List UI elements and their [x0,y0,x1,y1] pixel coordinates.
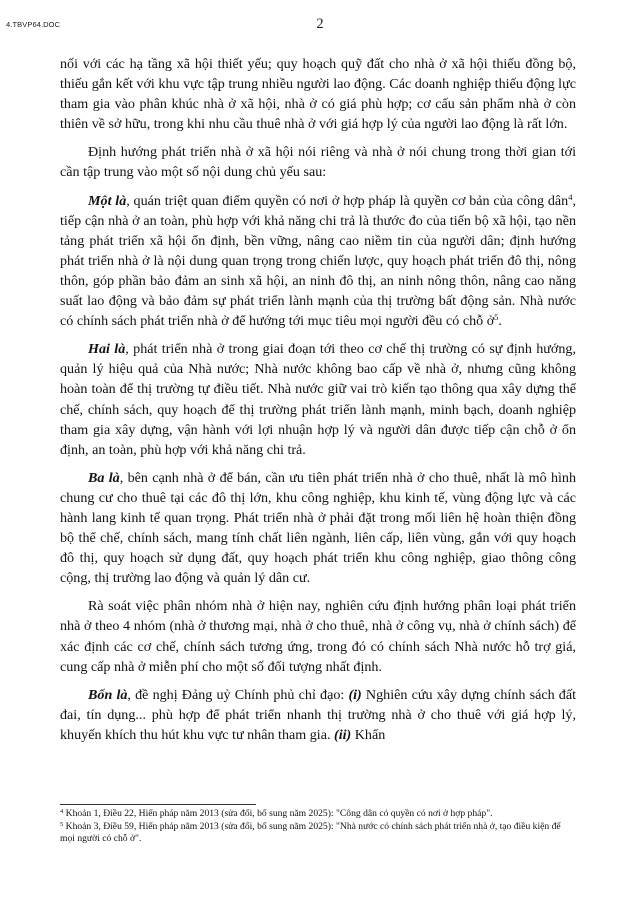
page-number: 2 [316,16,324,32]
footnote-number: 5 [60,820,64,828]
paragraph-3-text-c: . [498,313,502,330]
paragraph-3-text-b: , tiếp cận nhà ở an toàn, phù hợp với khả năng chi trả là thước đo của tiến bộ xã hội, tạo nền tảng phát triển xã hội ổn định, bền vững, nâng cao niềm tin của người dân; định hướng phát triển nhà ở là nội dung quan trọng trong chiến lược, quy hoạch phát triển đô thị, nông thôn, góp phần bảo đảm an sinh xã hội, an ninh đô thị, an ninh nông thôn, nâng cao năng suất lao động và bảo đảm sự phát triển lành mạnh của thị trường bất động sản. Nhà nước có chính sách phát triển nhà ở để hướng tới mục tiêu mọi người đều có chỗ ở [60,192,577,330]
lead-ba-la: Ba là [88,469,120,486]
footnote-divider [60,804,256,805]
lead-hai-la: Hai là [88,341,126,358]
paragraph-4 [60,339,576,460]
footnote-ref-5: 5 [494,312,499,323]
footnotes [60,804,576,846]
paragraph-7-text-b: Nghiên cứu xây dựng chính sách đất đai, tín dụng... phù hợp để phát triển nhanh thị trường nhà ở cho thuê với giá hợp lý, khuyến khích thu hút khu vực tư nhân tham gia. [60,686,577,743]
item-marker-i: (i) [348,686,362,703]
paragraph-5 [60,468,576,589]
footnote-text: Khoản 1, Điều 22, Hiến pháp năm 2013 (sửa đổi, bổ sung năm 2025): "Công dân có quyền có nơi ở hợp pháp". [63,808,493,819]
item-marker-ii: (ii) [334,726,352,743]
footnote-5 [60,821,576,846]
document-code: 4.TBVP64.DOC [6,20,61,29]
paragraph-4-text: , phát triển nhà ở trong giai đoạn tới theo cơ chế thị trường có sự định hướng, quản lý hiệu quả của Nhà nước; Nhà nước không bao cấp về nhà ở, nhưng cũng không hoàn toàn để thị trường tự điều tiết. Nhà nước giữ vai trò kiến tạo thông qua xây dựng thể chế, chính sách, quy hoạch để thị trường phát triển lành mạnh, minh bạch, doanh nghiệp tham gia xây dựng, vận hành với lợi nhuận hợp lý và người dân được tiếp cận chỗ ở ổn định, an toàn, phù hợp với khả năng chi trả. [60,341,576,458]
footnote-4 [60,808,576,821]
document-body [60,54,576,753]
lead-bon-la: Bốn là [88,686,128,703]
paragraph-7-text-a: , đề nghị Đảng uỷ Chính phủ chỉ đạo: [127,686,349,703]
lead-mot-la: Một là [88,192,127,209]
paragraph-6: Rà soát việc phân nhóm nhà ở hiện nay, nghiên cứu định hướng phân loại phát triển nhà ở theo 4 nhóm (nhà ở thương mại, nhà ở cho thuê, nhà ở công vụ, nhà ở chính sách) để xác định các cơ chế, chính sách tương ứng, trong đó có chính sách Nhà nước hỗ trợ giá, cung cấp nhà ở miễn phí cho một số đối tượng nhất định. [60,598,576,675]
paragraph-3-text-a: , quán triệt quan điểm quyền có nơi ở hợp pháp là quyền cơ bản của công dân [126,192,569,209]
paragraph-7 [60,685,576,745]
paragraph-5-text: , bên cạnh nhà ở để bán, cần ưu tiên phát triển nhà ở cho thuê, nhất là mô hình chung cư cho thuê tại các đô thị lớn, khu công nghiệp, khu kinh tế, vùng động lực và các hành lang kinh tế quan trọng. Phát triển nhà ở phải đặt trong mối liên hệ hoàn thiện đồng bộ thể chế, chính sách, mang tính chất liên ngành, liên cấp, liên vùng, gắn với quy hoạch đô thị, quy hoạch sử dụng đất, quy hoạch phát triển khu công nghiệp, giao thông công cộng, thị trường lao động và quản lý dân cư. [60,469,577,587]
footnote-ref-4: 4 [568,191,573,202]
footnote-text: Khoản 3, Điều 59, Hiến pháp năm 2013 (sửa đổi, bổ sung năm 2025): "Nhà nước có chính sách phát triển nhà ở, tạo điều kiện để mọi người có chỗ ở". [60,820,561,845]
footnote-number: 4 [60,808,64,815]
paragraph-3 [60,191,576,332]
paragraph-7-text-c: Khẩn [351,726,386,743]
paragraph-2: Định hướng phát triển nhà ở xã hội nói riêng và nhà ở nói chung trong thời gian tới cần tập trung vào một số nội dung chủ yếu sau: [60,144,576,181]
paragraph-1: nối với các hạ tầng xã hội thiết yếu; quy hoạch quỹ đất cho nhà ở xã hội thiếu đồng bộ, thiếu gắn kết với khu vực tập trung nhiều người lao động. Các doanh nghiệp thiếu động lực tham gia vào phân khúc nhà ở xã hội, nhà ở có giá phù hợp; cơ cấu sản phẩm nhà ở còn thiên về sở hữu, trong khi nhu cầu thuê nhà ở với giá hợp lý của người lao động là rất lớn. [60,56,576,133]
